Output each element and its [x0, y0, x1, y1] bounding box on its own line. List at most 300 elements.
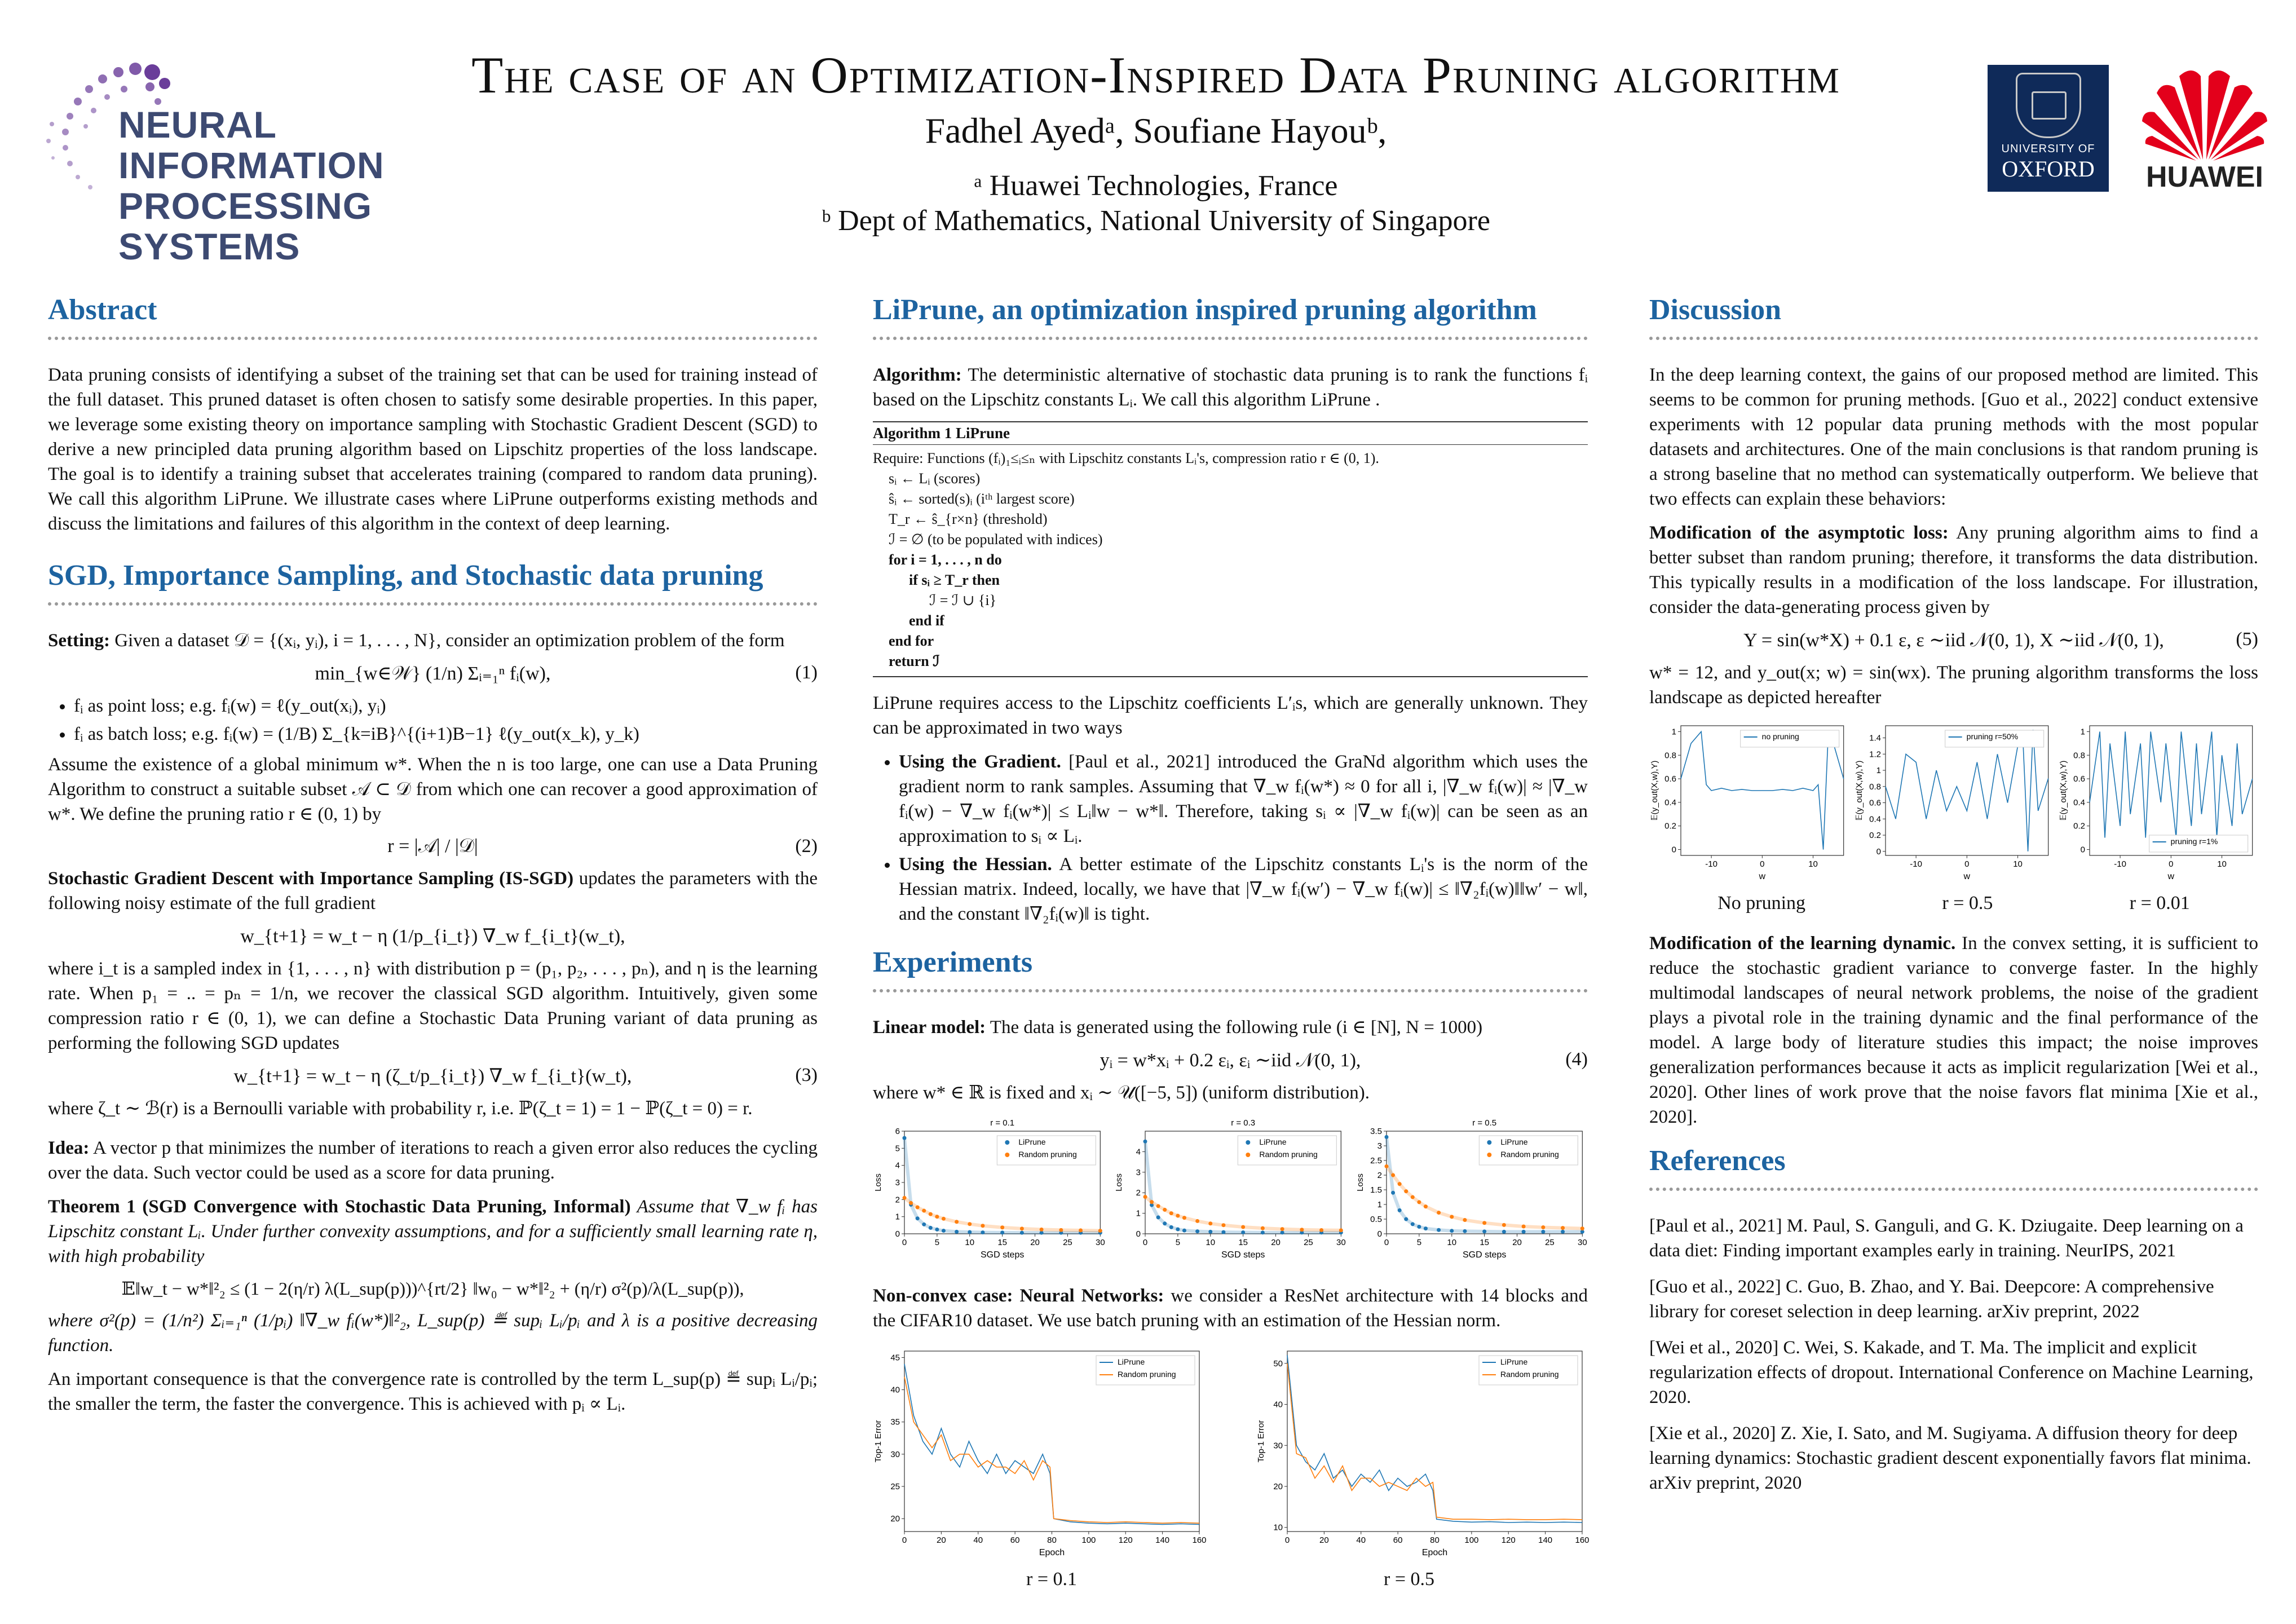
y-tick-label: 2 [1377, 1171, 1382, 1180]
x-tick-label: 140 [1155, 1535, 1170, 1545]
y-tick-label: 3.5 [1370, 1127, 1382, 1136]
x-tick-label: 20 [1030, 1238, 1040, 1247]
setting-label: Setting: [48, 630, 110, 651]
y-tick-label: 0 [1876, 846, 1881, 857]
y-tick-label: 0 [1671, 845, 1676, 855]
y-tick-label: 1 [1671, 727, 1676, 737]
x-tick-label: 0 [1284, 1535, 1290, 1545]
x-tick-label: 20 [1271, 1238, 1281, 1247]
x-tick-label: 5 [934, 1238, 940, 1247]
y-tick-label: 0.2 [1664, 821, 1676, 831]
huawei-flower-icon [2140, 65, 2269, 161]
list-item-label: Using the Hessian. [899, 854, 1052, 875]
data-point [935, 1215, 939, 1219]
data-point [1163, 1208, 1167, 1212]
oxford-crest-icon [2016, 73, 2081, 138]
data-point [1482, 1229, 1486, 1233]
equation-4-body: yᵢ = w*xᵢ + 0.2 εᵢ, εᵢ ∼iid 𝒩(0, 1), [1100, 1050, 1361, 1071]
y-tick-label: 3 [1136, 1167, 1141, 1177]
x-tick-label: 25 [1304, 1238, 1314, 1247]
loss-chart-r03 [1114, 1114, 1346, 1261]
x-tick-label: 0 [1384, 1238, 1389, 1247]
y-tick-label: 1 [2081, 727, 2086, 737]
equation-1-body: min_{w∈𝒲} (1/n) Σᵢ₌₁ⁿ fᵢ(w), [315, 663, 551, 684]
x-tick-label: 0 [902, 1238, 907, 1247]
data-point [1059, 1228, 1063, 1232]
data-point [935, 1228, 939, 1232]
figure-caption: r = 0.01 [2129, 893, 2190, 914]
column-left [48, 293, 818, 1426]
x-axis-label: w [2167, 872, 2175, 881]
legend-label: Random pruning [1118, 1370, 1176, 1379]
sgd-section-title: SGD, Importance Sampling, and Stochastic data pruning [48, 559, 763, 592]
series-line [1287, 1363, 1582, 1520]
data-point [981, 1224, 984, 1228]
x-tick-label: -10 [1705, 859, 1717, 869]
loss-chart-r01 [873, 1114, 1106, 1261]
y-tick-label: 1.5 [1370, 1185, 1382, 1195]
reference-item: [Paul et al., 2021] M. Paul, S. Ganguli, and G. K. Dziugaite. Deep learning on a data diet: Finding important examples early in training. NeurIPS, 2021 [1649, 1216, 2244, 1261]
y-tick-label: 5 [895, 1144, 900, 1154]
figure-caption: No pruning [1717, 893, 1806, 914]
x-tick-label: 80 [1430, 1535, 1440, 1545]
legend-label: LiPrune [1500, 1137, 1528, 1146]
neural-network-figures [873, 1344, 1588, 1559]
x-tick-label: 25 [1063, 1238, 1072, 1247]
theorem-label: Theorem 1 (SGD Convergence with Stochastic Data Pruning, Informal) [48, 1197, 631, 1217]
data-point [968, 1222, 972, 1226]
consequence-paragraph: An important consequence is that the convergence rate is controlled by the term L_sup(p) ≝ supᵢ Lᵢ/pᵢ; the smaller the term, the faster the convergence. This is achieved with pᵢ ∝ Lᵢ. [48, 1369, 818, 1414]
x-axis-label: Epoch [1039, 1548, 1065, 1557]
y-tick-label: 0.8 [1869, 782, 1881, 792]
data-point [942, 1217, 946, 1221]
dynamic-text: In the convex setting, it is sufficient to reduce the stochastic gradient variance to converge faster. In the highly multimodal landscapes of neural network problems, the noise of the gradient plays a pivotal role in the training dynamic and the final performance of the model. A large body of literature studies this impact; the noise improves generalization performances because it acts as implicit regularization [Wei et al., 2020]. Other lines of work prove that the noise favors flat minima [Xie et al., 2020]. [1649, 933, 2258, 1127]
data-point [1195, 1229, 1199, 1233]
algorithm-line: end if [909, 612, 944, 629]
algorithm-line: for i = 1, . . . , n do [889, 551, 1002, 568]
x-tick-label: 120 [1118, 1535, 1133, 1545]
data-point [955, 1220, 959, 1224]
y-tick-label: 0.8 [2073, 751, 2086, 761]
x-tick-label: 15 [997, 1238, 1008, 1247]
y-tick-label: 45 [890, 1353, 900, 1363]
legend-marker [1246, 1140, 1251, 1145]
x-tick-label: 100 [1464, 1535, 1479, 1545]
column-middle [873, 293, 1588, 1607]
idea-text: A vector p that minimizes the number of iterations to reach a given error also reduces the cycling over the data. Such vector could be used as a score for data pruning. [48, 1138, 818, 1183]
equation-5-number: (5) [2236, 629, 2258, 650]
oxford-logo-line2: OXFORD [2002, 156, 2095, 182]
data-point [1000, 1225, 1004, 1229]
dynamic-label: Modification of the learning dynamic. [1649, 933, 1956, 954]
list-item-label: Using the Gradient. [899, 752, 1061, 772]
legend-label: Random pruning [1500, 1370, 1559, 1379]
data-point [1319, 1228, 1323, 1232]
data-point [909, 1201, 913, 1205]
equation-1-number: (1) [795, 662, 818, 683]
section-divider [873, 337, 1588, 340]
x-tick-label: 5 [1416, 1238, 1421, 1247]
data-point [1241, 1225, 1245, 1229]
chart-title: r = 0.1 [990, 1118, 1015, 1128]
legend-marker [1487, 1140, 1491, 1145]
asymptotic-paragraph [1649, 520, 2258, 620]
data-point [916, 1205, 920, 1209]
equation-3 [48, 1065, 818, 1087]
y-tick-label: 1.2 [1869, 749, 1881, 760]
x-tick-label: 15 [1479, 1238, 1489, 1247]
algorithm-line: Require: Functions (fᵢ)₁≤ᵢ≤ₙ with Lipschitz constants Lᵢ's, compression ratio r ∈ (0, 1). [873, 450, 1379, 466]
y-tick-label: 3 [895, 1178, 900, 1188]
eq5-after: w* = 12, and y_out(x; w) = sin(wx). The pruning algorithm transforms the loss landscape as depicted hereafter [1649, 663, 2258, 708]
oxford-logo [1988, 65, 2109, 192]
x-tick-label: 60 [1010, 1535, 1020, 1545]
y-tick-label: 0.4 [1869, 814, 1881, 824]
discussion-intro: In the deep learning context, the gains of our proposed method are limited. This seems to be common for pruning methods. [Guo et al., 2022] conduct extensive experiments with 12 popular data pruning methods with the most popular datasets and architectures. One of the main conclusions is that random pruning is a strong baseline that no method can systematically outperform. We believe that two effects can explain these behaviors: [1649, 365, 2258, 509]
abstract-text: Data pruning consists of identifying a subset of the training set that can be used for training instead of the full dataset. This pruned dataset is often chosen to satisfy some desirable properties. In this paper, we leverage some existing theory on importance sampling with Stochastic Gradient Descent (SGD) to derive a new principled data pruning algorithm based on Lipschitz properties of the loss landscape. The goal is to identify a training subset that accelerates training (compared to random data pruning). We call this algorithm LiPrune. We illustrate cases where LiPrune outperforms existing methods and discuss the limitations and failures of this algorithm in the context of deep learning. [48, 365, 818, 534]
legend-label: LiPrune [1259, 1137, 1287, 1146]
section-divider [1649, 337, 2258, 340]
liprune-section-title: LiPrune, an optimization inspired pruning algorithm [873, 294, 1537, 326]
x-tick-label: 140 [1538, 1535, 1553, 1545]
nonconvex-text: we consider a ResNet architecture with 14 blocks and the CIFAR10 dataset. We use batch pruning with an estimation of the Hessian norm. [873, 1286, 1588, 1331]
reference-item: [Xie et al., 2020] Z. Xie, I. Sato, and M. Sugiyama. A diffusion theory for deep learning dynamics: Stochastic gradient descent exponentially favors flat minima. arXiv preprint, 2020 [1649, 1423, 2251, 1493]
asymptotic-label: Modification of the asymptotic loss: [1649, 523, 1949, 543]
legend-label: Random pruning [1500, 1150, 1559, 1159]
y-axis-label: Loss [1114, 1173, 1124, 1191]
algorithm-text: The deterministic alternative of stochastic data pruning is to rank the functions fᵢ based on the Lipschitz constants Lᵢ. We call this algorithm LiPrune . [873, 365, 1588, 410]
poster-title: The case of an Optimization-Inspired Data Pruning algorithm [471, 46, 1840, 104]
x-tick-label: 10 [1808, 859, 1818, 869]
x-tick-label: 30 [1577, 1238, 1587, 1247]
x-tick-label: 120 [1501, 1535, 1516, 1545]
x-tick-label: 0 [1964, 859, 1970, 869]
data-point [1521, 1230, 1525, 1234]
chart-title: r = 0.3 [1231, 1118, 1256, 1128]
y-tick-label: 10 [1273, 1522, 1283, 1533]
equation-5-body: Y = sin(w*X) + 0.1 ε, ε ∼iid 𝒩(0, 1), X ∼iid 𝒩(0, 1), [1743, 630, 2164, 651]
data-point [1209, 1230, 1213, 1234]
landscape-chart-r001 [2058, 719, 2258, 882]
list-item-text: [Paul et al., 2021] introduced the GraNd algorithm which uses the gradient norm to rank samples. Assuming that ∇_w fᵢ(w*) ≈ 0 for all i, |∇_w fᵢ(w)| ≈ |∇_w fᵢ(w) − ∇_w fᵢ(w*)| ≤ Lᵢ‖w − w*‖. Therefore, taking sᵢ ∝ |∇_w fᵢ(w)| can be seen as an approximation to sᵢ ∝ Lᵢ. [899, 752, 1588, 846]
data-point [1209, 1221, 1213, 1225]
legend-label: pruning r=50% [1966, 732, 2018, 741]
data-point [1222, 1230, 1226, 1234]
data-point [1450, 1215, 1454, 1219]
section-divider [48, 337, 818, 340]
issgd-paragraph [48, 866, 818, 916]
y-tick-label: 4 [1136, 1147, 1141, 1157]
data-point [1521, 1225, 1525, 1229]
algorithm-line: sᵢ ← Lᵢ (scores) [889, 470, 981, 487]
theorem-where: where σ²(p) = (1/n²) Σᵢ₌₁ⁿ (1/pᵢ) ‖∇_w fᵢ(w*)‖²₂, L_sup(p) ≝ supᵢ Lᵢ/pᵢ and λ is a positive decreasing function. [48, 1310, 818, 1356]
legend-marker [1005, 1140, 1009, 1145]
data-point [1261, 1230, 1265, 1234]
x-tick-label: 10 [2217, 859, 2227, 869]
y-tick-label: 35 [890, 1417, 900, 1427]
y-tick-label: 2 [895, 1195, 900, 1205]
y-tick-label: 2.5 [1370, 1156, 1382, 1166]
data-point [1404, 1189, 1408, 1193]
affiliation-a: ᵃ Huawei Technologies, France [974, 170, 1338, 202]
loss-landscape-figures [1649, 719, 2258, 882]
algorithm-label: Algorithm: [873, 365, 962, 385]
nn-figure-captions [873, 1569, 1588, 1590]
y-tick-label: 1.4 [1869, 733, 1881, 743]
section-divider [48, 602, 818, 606]
y-tick-label: 0 [895, 1229, 900, 1239]
data-point [1391, 1191, 1395, 1195]
y-axis-label: 𝔼(y_out(X,w),Y) [1854, 760, 1864, 821]
x-tick-label: 5 [1176, 1238, 1181, 1247]
top1-error-chart-r01 [873, 1344, 1205, 1559]
data-point [1176, 1213, 1180, 1217]
data-point [1397, 1208, 1401, 1212]
x-tick-label: 15 [1238, 1238, 1248, 1247]
chart-title: r = 0.5 [1472, 1118, 1496, 1128]
y-axis-label: Top-1 Error [1256, 1420, 1266, 1463]
data-point [1300, 1228, 1304, 1232]
data-point [1397, 1182, 1401, 1186]
data-point [1261, 1226, 1265, 1230]
x-tick-label: 60 [1393, 1535, 1403, 1545]
list-item: • fᵢ as point loss; e.g. fᵢ(w) = ℓ(y_out(xᵢ), yᵢ) [74, 694, 818, 718]
x-tick-label: 0 [1760, 859, 1765, 869]
data-point [1417, 1200, 1421, 1204]
x-axis-label: w [1759, 872, 1766, 881]
data-point [1561, 1230, 1565, 1234]
x-axis-label: Epoch [1421, 1548, 1448, 1557]
legend-label: no pruning [1761, 732, 1799, 741]
data-point [1541, 1230, 1545, 1234]
x-axis-label: w [1963, 872, 1970, 881]
y-tick-label: 25 [890, 1482, 900, 1491]
y-tick-label: 0.2 [1869, 831, 1881, 841]
legend-label: LiPrune [1118, 1357, 1145, 1366]
data-point [1424, 1226, 1428, 1230]
dynamic-paragraph [1649, 931, 2258, 1129]
landscape-chart-r05 [1854, 719, 2054, 882]
y-tick-label: 1 [895, 1212, 900, 1222]
algorithm-line: end for [889, 633, 934, 649]
equation-2 [48, 836, 818, 857]
setting-paragraph [48, 628, 818, 653]
data-point [1098, 1229, 1102, 1233]
y-axis-label: Top-1 Error [873, 1420, 883, 1463]
data-point [1339, 1228, 1343, 1232]
reference-item: [Guo et al., 2022] C. Guo, B. Zhao, and Y. Bai. Deepcore: A comprehensive library for coreset selection in deep learning. arXiv preprint, 2022 [1649, 1277, 2214, 1322]
figure-caption: r = 0.1 [1026, 1569, 1077, 1590]
data-point [1241, 1230, 1245, 1234]
data-point [1463, 1229, 1467, 1233]
discussion-title: Discussion [1649, 294, 1782, 326]
theorem-paragraph [48, 1194, 818, 1269]
y-tick-label: 0.6 [1664, 774, 1676, 784]
landscape-captions [1649, 893, 2258, 914]
huawei-logo-text: HUAWEI [2146, 161, 2263, 193]
legend-marker [1005, 1153, 1009, 1157]
nonconvex-paragraph [873, 1283, 1588, 1333]
y-tick-label: 0.5 [1370, 1215, 1382, 1224]
legend-label: LiPrune [1500, 1357, 1528, 1366]
series-line [904, 1364, 1199, 1525]
where-paragraph: where i_t is a sampled index in {1, . . . , n} with distribution p = (p₁, p₂, . . . , pₙ), and η is the learning rate. When p₁ = .. = pₙ = 1/n, we recover the classical SGD algorithm. Intuitively, given some compression ratio r ∈ (0, 1), we can define a Stochastic Data Pruning variant of data pruning as performing the following SGD updates [48, 959, 818, 1053]
algorithm-box [873, 421, 1588, 677]
data-point [1163, 1221, 1167, 1225]
legend-label: Random pruning [1018, 1150, 1077, 1159]
x-tick-label: 40 [973, 1535, 983, 1545]
list-item-text: A better estimate of the Lipschitz constants Lᵢ's is the norm of the Hessian matrix. Indeed, locally, we have that |∇_w fᵢ(w′) − ∇_w fᵢ(w)| ≤ ‖∇₂fᵢ(w)‖‖w′ − w‖, and the constant ‖∇₂fᵢ(w)‖ is tight. [899, 854, 1588, 924]
figure-caption: r = 0.5 [1384, 1569, 1434, 1590]
section-divider [1649, 1188, 2258, 1191]
data-point [1143, 1140, 1147, 1144]
series-line [2090, 731, 2253, 837]
data-point [1437, 1228, 1441, 1232]
x-tick-label: 20 [1319, 1535, 1329, 1545]
x-tick-label: 20 [937, 1535, 946, 1545]
loss-type-list [48, 694, 818, 747]
x-axis-label: SGD steps [1462, 1250, 1506, 1260]
y-axis-label: Loss [873, 1173, 883, 1191]
data-point [1000, 1230, 1004, 1234]
data-point [1222, 1223, 1226, 1227]
linear-model-figures [873, 1114, 1588, 1261]
data-point [1502, 1230, 1506, 1234]
y-axis-label: 𝔼(y_out(X,w),Y) [1650, 760, 1659, 821]
data-point [1404, 1217, 1408, 1221]
issgd-label: Stochastic Gradient Descent with Importance Sampling (IS-SGD) [48, 868, 574, 889]
equation-3-body: w_{t+1} = w_t − η (ζ_t/p_{i_t}) ∇_w f_{i_t}(w_t), [233, 1066, 632, 1087]
data-point [981, 1230, 984, 1234]
data-point [903, 1136, 907, 1140]
data-point [1040, 1228, 1044, 1232]
x-axis-label: SGD steps [980, 1250, 1025, 1260]
algorithm-line: if sᵢ ≥ T_r then [909, 572, 1000, 588]
data-point [1384, 1164, 1388, 1168]
y-tick-label: 0.8 [1664, 751, 1676, 761]
x-tick-label: 30 [1336, 1238, 1346, 1247]
equation-1 [48, 662, 818, 685]
y-tick-label: 0.6 [2073, 774, 2086, 784]
legend-marker [1487, 1153, 1491, 1157]
data-point [1150, 1200, 1154, 1204]
y-tick-label: 50 [1273, 1358, 1283, 1369]
affiliation-b: ᵇ Dept of Mathematics, National University of Singapore [822, 205, 1490, 237]
data-point [968, 1230, 972, 1234]
data-point [922, 1209, 926, 1213]
y-axis-label: Loss [1355, 1173, 1365, 1191]
reference-item: [Wei et al., 2020] C. Wei, S. Kakade, and T. Ma. The implicit and explicit regularization effects of dropout. International Conference on Machine Learning, 2020. [1649, 1338, 2254, 1407]
linear-model-text: The data is generated using the following rule (i ∈ [N], N = 1000) [986, 1017, 1483, 1038]
figure-caption: r = 0.5 [1942, 893, 1993, 914]
legend-marker [1246, 1153, 1251, 1157]
y-tick-label: 30 [890, 1449, 900, 1459]
data-point [1561, 1226, 1565, 1230]
equation-4 [873, 1049, 1588, 1071]
legend-label: Random pruning [1259, 1150, 1318, 1159]
data-point [1384, 1135, 1388, 1139]
y-tick-label: 1 [1136, 1208, 1141, 1219]
data-point [1156, 1215, 1160, 1219]
legend-label: pruning r=1% [2171, 837, 2218, 846]
approximation-list [873, 749, 1588, 926]
y-tick-label: 0.6 [1869, 798, 1881, 808]
data-point [1020, 1226, 1024, 1230]
linear-model-label: Linear model: [873, 1017, 986, 1038]
x-tick-label: 25 [1544, 1238, 1555, 1247]
y-tick-label: 6 [895, 1127, 900, 1136]
linear-model-paragraph [873, 1015, 1588, 1040]
equation-4-number: (4) [1565, 1049, 1588, 1070]
data-point [1463, 1218, 1467, 1222]
y-tick-label: 0 [1377, 1229, 1382, 1239]
data-point [1143, 1195, 1147, 1199]
data-point [1281, 1227, 1284, 1231]
data-point [916, 1216, 920, 1220]
equation-5 [1649, 629, 2258, 651]
data-point [1182, 1229, 1186, 1233]
data-point [1417, 1225, 1421, 1229]
poster-header [0, 0, 2296, 265]
algorithm-box-title: Algorithm 1 LiPrune [873, 425, 1588, 445]
list-item [899, 749, 1588, 849]
algorithm-line: return ℐ [889, 653, 940, 669]
data-point [1182, 1216, 1186, 1220]
data-point [1450, 1229, 1454, 1233]
x-tick-label: 30 [1095, 1238, 1105, 1247]
references-title: References [1649, 1145, 1786, 1177]
landscape-chart-no-pruning [1649, 719, 1849, 882]
loss-chart-r05 [1355, 1114, 1588, 1261]
x-tick-label: 10 [1447, 1238, 1456, 1247]
data-point [1482, 1221, 1486, 1225]
section-divider [873, 989, 1588, 992]
x-tick-label: 10 [2012, 859, 2023, 869]
theorem-text: Assume that ∇_w fᵢ has Lipschitz constant Lᵢ. Under further convexity assumptions, and for a sufficiently small learning rate η, with high probability [48, 1197, 818, 1266]
data-point [1410, 1195, 1414, 1199]
legend-label: LiPrune [1018, 1137, 1046, 1146]
data-point [1437, 1211, 1441, 1215]
x-tick-label: 0 [2169, 859, 2174, 869]
x-tick-label: 10 [1206, 1238, 1216, 1247]
neurips-logo-text: NEURAL INFORMATION PROCESSING SYSTEMS [118, 104, 385, 267]
data-point [1580, 1226, 1584, 1230]
equation-theorem: 𝔼‖w_t − w*‖²₂ ≤ (1 − 2(η/r) λ(L_sup(p)))^{rt/2} ‖w₀ − w*‖²₂ + (η/r) σ²(p)/λ(L_sup(p)), [121, 1278, 744, 1299]
requires-paragraph: LiPrune requires access to the Lipschitz coefficients L′ᵢs, which are generally unknown. They can be approximated in two ways [873, 693, 1588, 738]
equation-3-number: (3) [795, 1065, 818, 1085]
authors: Fadhel Ayedᵃ, Soufiane Hayouᵇ, [925, 111, 1387, 151]
x-tick-label: 160 [1575, 1535, 1589, 1545]
abstract-title: Abstract [48, 294, 157, 326]
y-tick-label: 4 [895, 1160, 900, 1171]
y-axis-label: 𝔼(y_out(X,w),Y) [2059, 760, 2069, 821]
data-point [1169, 1211, 1173, 1215]
data-point [929, 1212, 933, 1216]
algorithm-line: T_r ← ŝ_{r×n} (threshold) [889, 511, 1048, 527]
data-point [1410, 1222, 1414, 1226]
column-right [1649, 293, 2258, 1507]
x-tick-label: -10 [1909, 859, 1922, 869]
y-tick-label: 20 [890, 1514, 900, 1524]
data-point [1156, 1204, 1160, 1208]
bernoulli-paragraph: where ζ_t ∼ ℬ(r) is a Bernoulli variable with probability r, i.e. ℙ(ζ_t = 1) = 1 − ℙ(ζ_t = 0) = r. [48, 1098, 753, 1119]
algorithm-paragraph [873, 363, 1588, 412]
algorithm-line: ℐ = ∅ (to be populated with indices) [889, 531, 1103, 548]
data-point [1195, 1219, 1199, 1223]
algorithm-line: ℐ = ℐ ∪ {i} [929, 592, 997, 608]
data-point [1424, 1204, 1428, 1208]
data-point [1502, 1223, 1506, 1227]
